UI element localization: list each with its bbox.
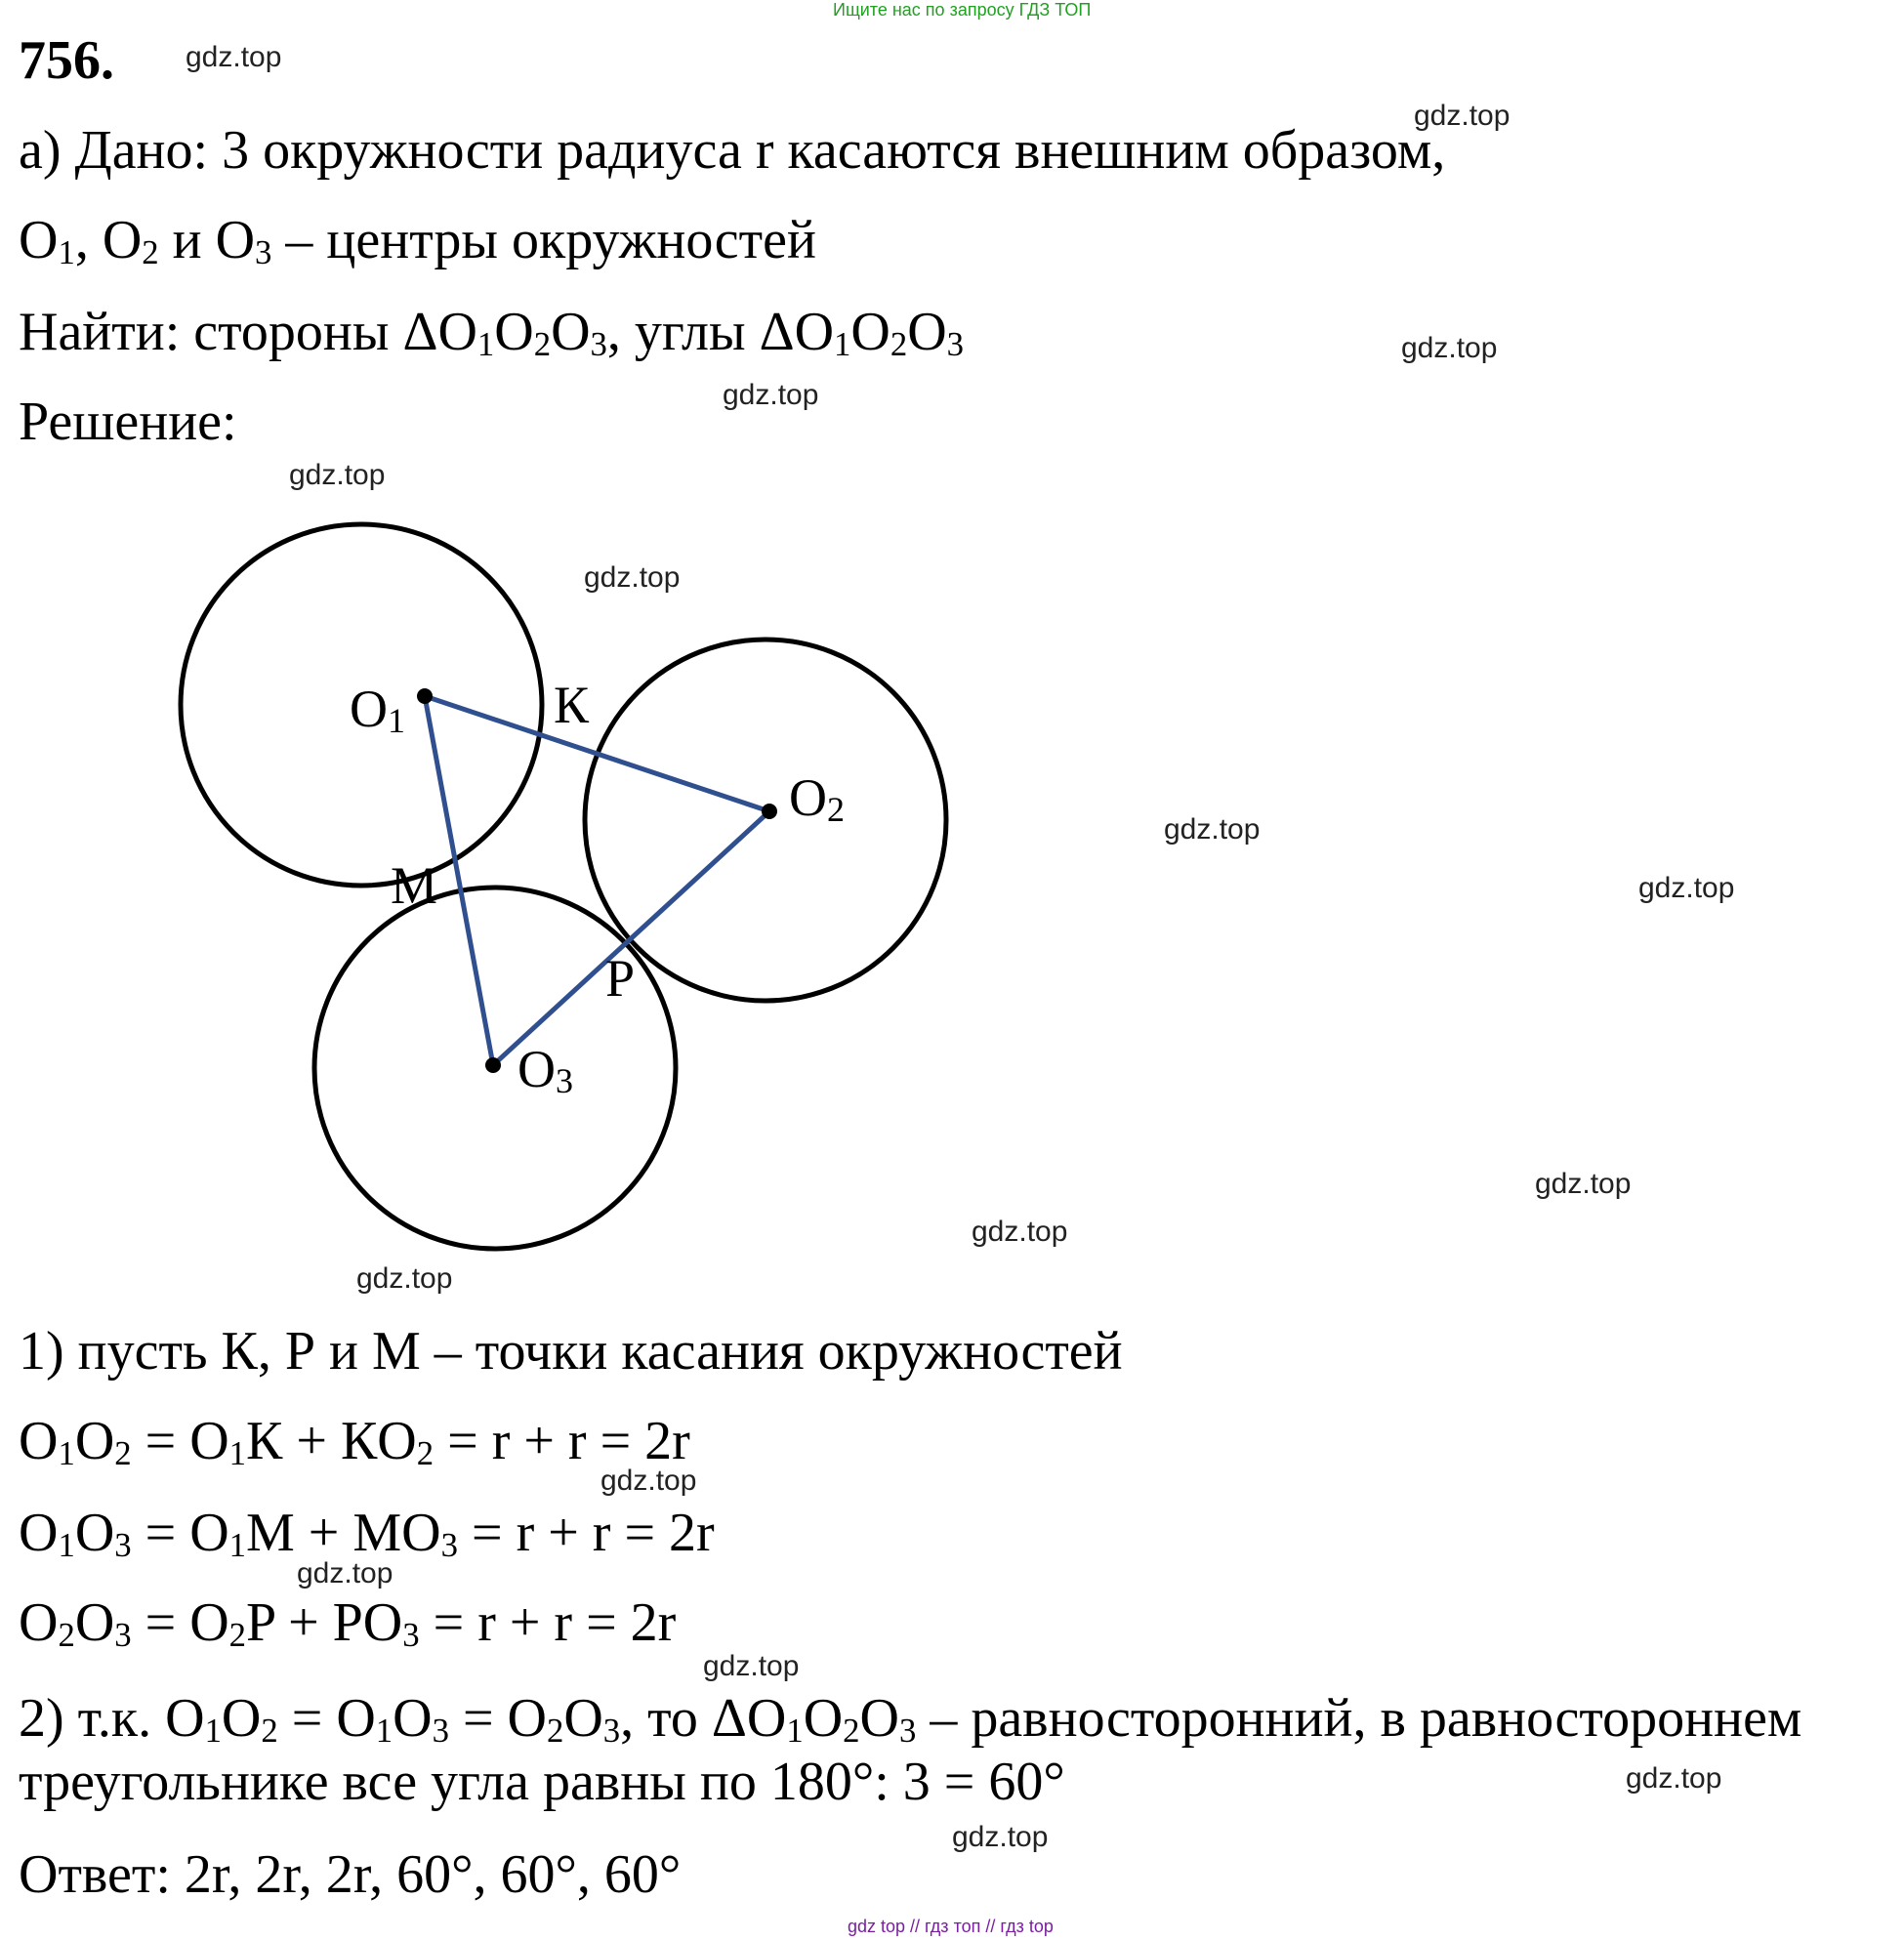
text-segment: Найти: стороны ΔO bbox=[19, 302, 477, 362]
subscript: 1 bbox=[786, 1712, 804, 1751]
subscript: 2 bbox=[533, 325, 552, 364]
point-o2 bbox=[762, 804, 777, 819]
text-segment: O bbox=[19, 1592, 59, 1653]
text-segment: = O bbox=[131, 1592, 229, 1653]
text-segment: = r + r = 2r bbox=[434, 1411, 690, 1471]
watermark: gdz.top bbox=[1164, 813, 1261, 846]
text-segment: O bbox=[551, 302, 591, 362]
subscript: 1 bbox=[476, 325, 495, 364]
text-segment: O bbox=[393, 1688, 433, 1749]
watermark: gdz.top bbox=[723, 379, 819, 411]
subscript: 1 bbox=[228, 1434, 247, 1473]
subscript: 1 bbox=[204, 1712, 222, 1751]
subscript: 1 bbox=[58, 1526, 75, 1565]
problem-number: 756. bbox=[19, 30, 114, 91]
equation-o2o3 bbox=[19, 1591, 676, 1654]
subscript: 2 bbox=[546, 1712, 564, 1751]
text-segment: M + MO bbox=[246, 1503, 441, 1563]
watermark: gdz.top bbox=[972, 1216, 1068, 1248]
text-segment: O bbox=[859, 1688, 899, 1749]
text-segment: O bbox=[74, 1411, 115, 1471]
subscript: 3 bbox=[590, 325, 607, 364]
label-o3: O3 bbox=[517, 1040, 573, 1100]
text-segment: = r + r = 2r bbox=[457, 1503, 715, 1563]
text-segment: = O bbox=[131, 1411, 229, 1471]
watermark: gdz.top bbox=[289, 459, 386, 491]
text-segment: = O bbox=[131, 1503, 229, 1563]
answer: Ответ: 2r, 2r, 2r, 60°, 60°, 60° bbox=[19, 1844, 682, 1905]
text-segment: = O bbox=[277, 1688, 376, 1749]
watermark: gdz.top bbox=[186, 41, 282, 73]
subscript: 1 bbox=[834, 325, 851, 364]
footer: gdz top // гдз топ // гдз top bbox=[848, 1917, 1054, 1936]
subscript: 2 bbox=[416, 1434, 435, 1473]
text-segment: и O bbox=[158, 210, 256, 270]
subscript: 1 bbox=[375, 1712, 393, 1751]
text-segment: O bbox=[803, 1688, 844, 1749]
top-banner: Ищите нас по запросу ГДЗ ТОП bbox=[833, 0, 1092, 20]
watermark: gdz.top bbox=[1535, 1168, 1632, 1200]
text-segment: P + PO bbox=[246, 1592, 403, 1653]
step2-line-2: треугольнике все угла равны по 180°: 3 = 60° bbox=[19, 1752, 1065, 1812]
text-segment: К + КO bbox=[246, 1411, 417, 1471]
text-segment: , углы ΔO bbox=[606, 302, 835, 362]
text-segment: O bbox=[907, 302, 947, 362]
label-o1: O1 bbox=[350, 680, 405, 740]
subscript: 3 bbox=[255, 233, 272, 272]
watermark: gdz.top bbox=[584, 561, 681, 594]
subscript: 1 bbox=[58, 1434, 75, 1473]
text-segment: – равносторонний, в равностороннем bbox=[916, 1688, 1802, 1749]
equation-o1o2 bbox=[19, 1410, 690, 1472]
text-segment: O bbox=[19, 1503, 59, 1563]
label-o2: O2 bbox=[789, 768, 845, 829]
subscript: 3 bbox=[898, 1712, 917, 1751]
text-segment: O bbox=[494, 302, 534, 362]
subscript: 1 bbox=[58, 233, 75, 272]
subscript: 2 bbox=[843, 1712, 860, 1751]
subscript: 1 bbox=[228, 1526, 247, 1565]
subscript: 2 bbox=[58, 1616, 75, 1655]
subscript: 2 bbox=[261, 1712, 278, 1751]
text-segment: , O bbox=[74, 210, 143, 270]
text-segment: = r + r = 2r bbox=[419, 1592, 677, 1653]
subscript: 3 bbox=[440, 1526, 458, 1565]
equation-o1o3 bbox=[19, 1502, 715, 1564]
text-segment: 2) т.к. O bbox=[19, 1688, 205, 1749]
circle-o2 bbox=[585, 640, 946, 1001]
point-o1 bbox=[417, 688, 433, 704]
given-line-1: а) Дано: 3 окружности радиуса r касаются внешним образом, bbox=[19, 120, 1446, 181]
label-k: К bbox=[554, 676, 590, 734]
subscript: 3 bbox=[114, 1616, 132, 1655]
subscript: 3 bbox=[114, 1526, 132, 1565]
text-segment: O bbox=[19, 210, 59, 270]
watermark: gdz.top bbox=[703, 1650, 800, 1682]
subscript: 3 bbox=[946, 325, 965, 364]
watermark: gdz.top bbox=[1626, 1762, 1722, 1795]
step2-line-1 bbox=[19, 1687, 1801, 1750]
text-segment: O bbox=[74, 1503, 115, 1563]
text-segment: O bbox=[74, 1592, 115, 1653]
subscript: 3 bbox=[432, 1712, 449, 1751]
watermark: gdz.top bbox=[297, 1557, 393, 1589]
text-segment: = O bbox=[448, 1688, 547, 1749]
subscript: 2 bbox=[890, 325, 908, 364]
subscript: 3 bbox=[402, 1616, 420, 1655]
watermark: gdz.top bbox=[952, 1821, 1049, 1853]
text-segment: O bbox=[850, 302, 890, 362]
step1: 1) пусть К, Р и М – точки касания окружностей bbox=[19, 1321, 1123, 1382]
subscript: 2 bbox=[114, 1434, 132, 1473]
text-segment: O bbox=[19, 1411, 59, 1471]
watermark: gdz.top bbox=[1414, 100, 1511, 132]
text-segment: O bbox=[563, 1688, 603, 1749]
solution-label: Решение: bbox=[19, 392, 237, 452]
label-m: M bbox=[391, 856, 438, 915]
watermark: gdz.top bbox=[356, 1262, 453, 1295]
subscript: 2 bbox=[142, 233, 159, 272]
subscript: 2 bbox=[228, 1616, 247, 1655]
text-segment: O bbox=[221, 1688, 262, 1749]
subscript: 3 bbox=[602, 1712, 621, 1751]
text-segment: , то ΔO bbox=[620, 1688, 787, 1749]
watermark: gdz.top bbox=[600, 1465, 697, 1497]
point-o3 bbox=[485, 1057, 501, 1073]
watermark: gdz.top bbox=[1401, 332, 1498, 364]
watermark: gdz.top bbox=[1638, 872, 1735, 904]
label-p: P bbox=[605, 949, 636, 1008]
text-segment: – центры окружностей bbox=[271, 210, 816, 270]
